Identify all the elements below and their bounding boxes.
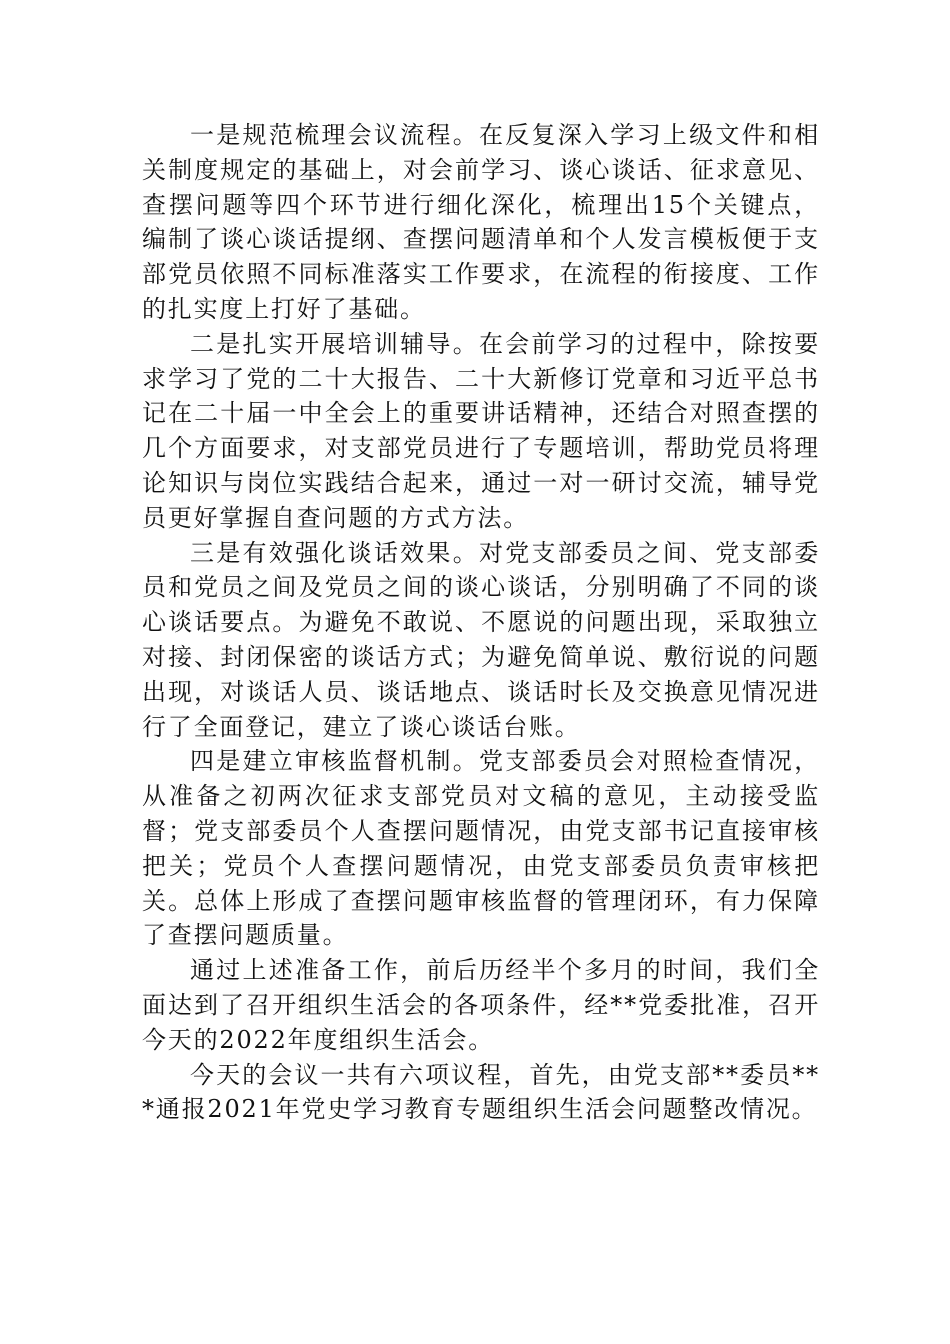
paragraph-agenda-intro: 今天的会议一共有六项议程，首先，由党支部**委员***通报2021年党史学习教育专题组织生活会问题整改情况。 <box>142 1060 820 1124</box>
document-body <box>142 118 820 1127</box>
paragraph-preparation-summary: 通过上述准备工作，前后历经半个多月的时间，我们全面达到了召开组织生活会的各项条件，经**党委批准，召开今天的2022年度组织生活会。 <box>142 956 820 1054</box>
paragraph-training-guidance: 二是扎实开展培训辅导。在会前学习的过程中，除按要求学习了党的二十大报告、二十大新修订党章和习近平总书记在二十届一中全会上的重要讲话精神，还结合对照查摆的几个方面要求，对支部党员进行了专题培训，帮助党员将理论知识与岗位实践结合起来，通过一对一研讨交流，辅导党员更好掌握自查问题的方式方法。 <box>142 329 820 532</box>
paragraph-conversation-effect: 三是有效强化谈话效果。对党支部委员之间、党支部委员和党员之间及党员之间的谈心谈话，分别明确了不同的谈心谈话要点。为避免不敢说、不愿说的问题出现，采取独立对接、封闭保密的谈话方式；为避免简单说、敷衍说的问题出现，对谈话人员、谈话地点、谈话时长及交换意见情况进行了全面登记，建立了谈心谈话台账。 <box>142 538 820 741</box>
paragraph-standardize-meeting-process: 一是规范梳理会议流程。在反复深入学习上级文件和相关制度规定的基础上，对会前学习、谈心谈话、征求意见、查摆问题等四个环节进行细化深化，梳理出15个关键点，编制了谈心谈话提纲、查摆问题清单和个人发言模板便于支部党员依照不同标准落实工作要求，在流程的衔接度、工作的扎实度上打好了基础。 <box>142 121 820 323</box>
paragraph-review-mechanism: 四是建立审核监督机制。党支部委员会对照检查情况，从准备之初两次征求支部党员对文稿的意见，主动接受监督；党支部委员个人查摆问题情况，由党支部书记直接审核把关；党员个人查摆问题情况，由党支部委员负责审核把关。总体上形成了查摆问题审核监督的管理闭环，有力保障了查摆问题质量。 <box>142 747 820 950</box>
